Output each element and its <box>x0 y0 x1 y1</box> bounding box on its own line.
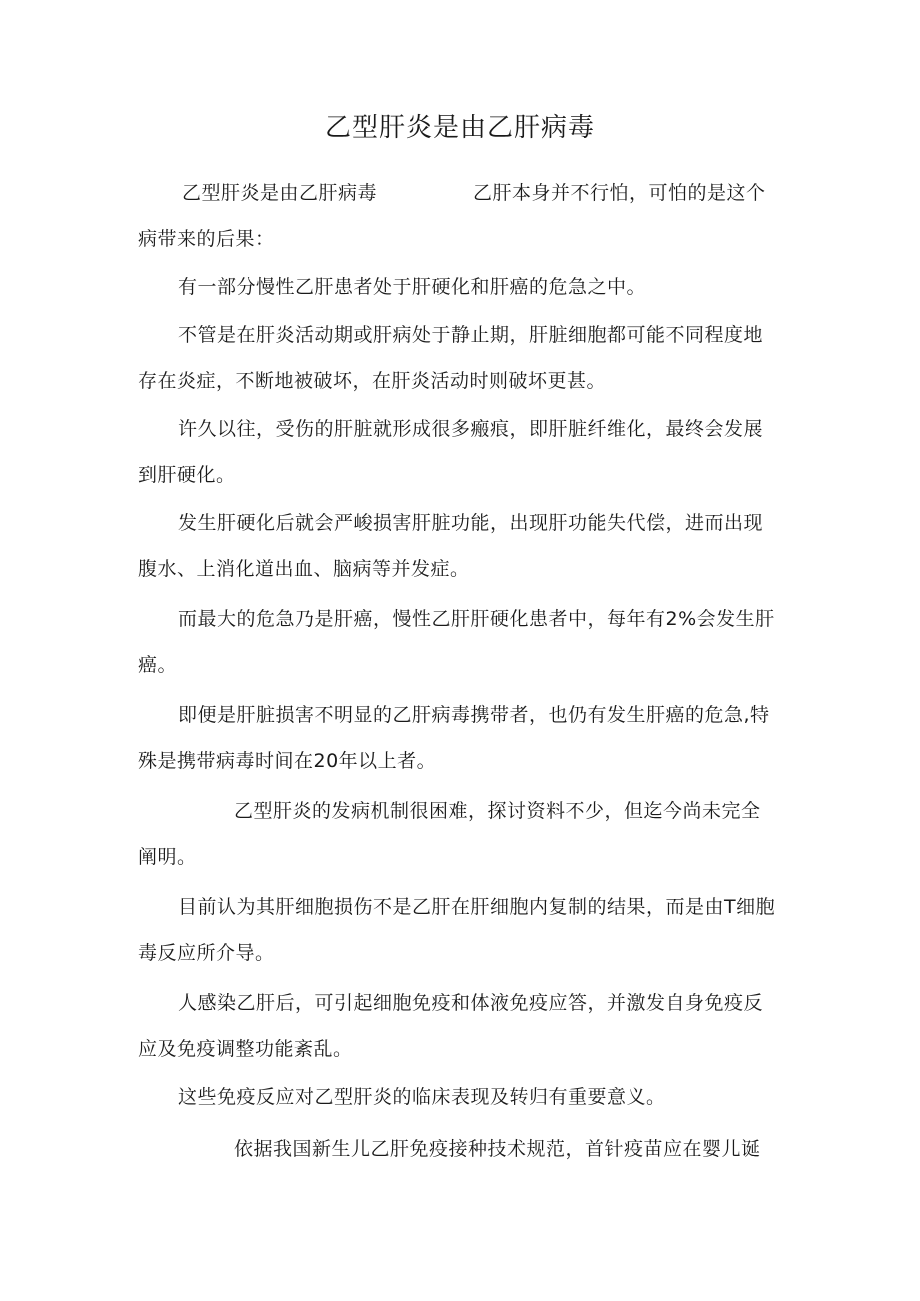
paragraph-line: 而最大的危急乃是肝癌，慢性乙肝肝硬化患者中，每年有2%会发生肝 <box>178 608 775 630</box>
paragraph-line: 目前认为其肝细胞损伤不是乙肝在肝细胞内复制的结果，而是由T细胞 <box>178 896 776 918</box>
paragraph-4 <box>138 406 788 498</box>
paragraph-line: 不管是在肝炎活动期或肝病处于静止期，肝脏细胞都可能不同程度地 <box>178 324 764 346</box>
paragraph-line: 病带来的后果： <box>138 228 275 250</box>
paragraph-line: 存在炎症，不断地被破坏，在肝炎活动时则破坏更甚。 <box>138 370 607 392</box>
paragraph-line: 人感染乙肝后，可引起细胞免疫和体液免疫应答，并激发自身免疫反 <box>178 992 764 1014</box>
paragraph-line: 许久以往，受伤的肝脏就形成很多瘢痕，即肝脏纤维化，最终会发展 <box>178 418 764 440</box>
paragraph-line: 有一部分慢性乙肝患者处于肝硬化和肝癌的危急之中。 <box>178 276 647 298</box>
paragraph-9 <box>138 884 788 976</box>
paragraph-1 <box>138 170 788 262</box>
paragraph-3 <box>138 312 788 404</box>
paragraph-line: 乙型肝炎的发病机制很困难，探讨资料不少，但迄今尚未完全 <box>234 800 761 822</box>
paragraph-8 <box>138 788 788 880</box>
paragraph-line: 阐明。 <box>138 846 197 868</box>
paragraph-line: 殊是携带病毒时间在20年以上者。 <box>138 750 437 772</box>
paragraph-line: 毒反应所介导。 <box>138 942 275 964</box>
paragraph-5 <box>138 500 788 592</box>
document-title: 乙型肝炎是由乙肝病毒 <box>324 113 595 143</box>
paragraph-7 <box>138 692 788 784</box>
paragraph-2 <box>138 264 788 310</box>
paragraph-line: 乙肝本身并不行怕，可怕的是这个 <box>473 182 766 204</box>
paragraph-line: 乙型肝炎是由乙肝病毒 <box>182 182 378 204</box>
paragraph-6 <box>138 596 788 688</box>
paragraph-line: 到肝硬化。 <box>138 464 236 486</box>
paragraph-line: 应及免疫调整功能紊乱。 <box>138 1038 353 1060</box>
paragraph-10 <box>138 980 788 1072</box>
paragraph-12 <box>138 1126 788 1172</box>
paragraph-line: 这些免疫反应对乙型肝炎的临床表现及转归有重要意义。 <box>178 1086 666 1108</box>
paragraph-11 <box>138 1074 788 1120</box>
paragraph-line: 依据我国新生儿乙肝免疫接种技术规范，首针疫苗应在婴儿诞 <box>234 1138 761 1160</box>
paragraph-line: 癌。 <box>138 654 178 676</box>
paragraph-line: 发生肝硬化后就会严峻损害肝脏功能，出现肝功能失代偿，进而出现 <box>178 512 764 534</box>
paragraph-line: 腹水、上消化道出血、脑病等并发症。 <box>138 558 470 580</box>
paragraph-line: 即便是肝脏损害不明显的乙肝病毒携带者，也仍有发生肝癌的危急,特 <box>178 704 770 726</box>
